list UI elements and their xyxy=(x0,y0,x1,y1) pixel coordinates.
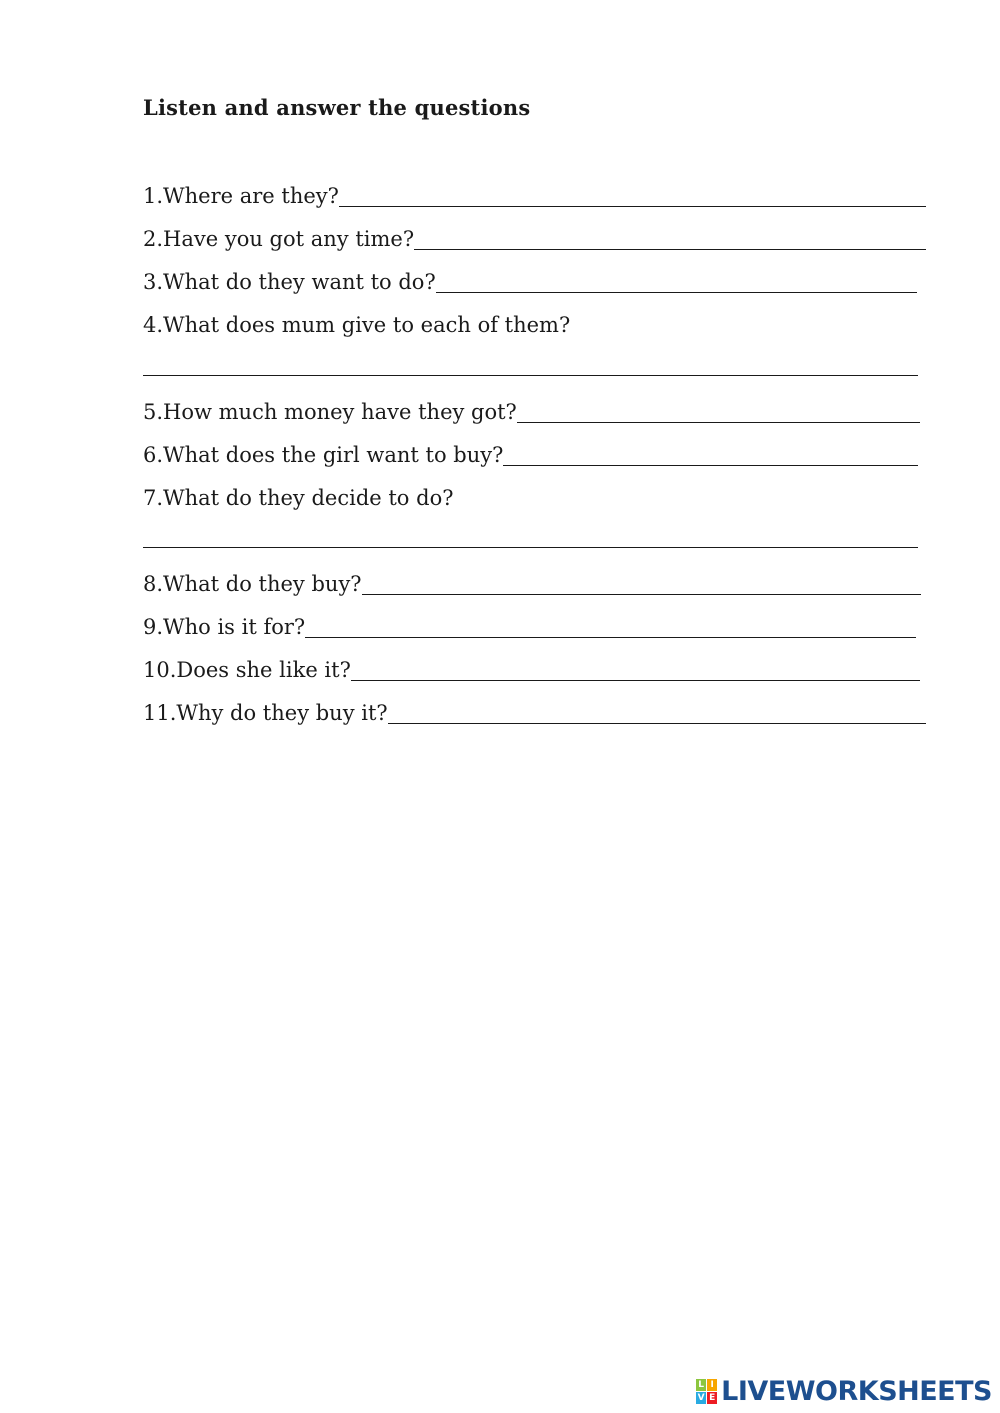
answer-line-2[interactable] xyxy=(414,248,926,250)
question-text: 11.Why do they buy it? xyxy=(143,701,388,725)
answer-line-4[interactable] xyxy=(143,375,918,376)
worksheet-title: Listen and answer the questions xyxy=(143,95,531,120)
question-row-9 xyxy=(143,612,916,642)
answer-line-9[interactable] xyxy=(305,636,916,638)
answer-line-8[interactable] xyxy=(362,593,921,595)
question-text: 9.Who is it for? xyxy=(143,615,306,639)
brand-name: LIVEWORKSHEETS xyxy=(721,1376,992,1407)
answer-line-11[interactable] xyxy=(388,722,926,724)
answer-line-6[interactable] xyxy=(503,464,918,466)
answer-line-5[interactable] xyxy=(517,421,920,423)
question-text: 8.What do they buy? xyxy=(143,572,362,596)
question-row-1 xyxy=(143,181,926,211)
question-text: 3.What do they want to do? xyxy=(143,270,436,294)
question-row-7 xyxy=(143,483,918,513)
question-text: 4.What does mum give to each of them? xyxy=(143,313,571,337)
question-row-6 xyxy=(143,440,918,470)
question-text: 2.Have you got any time? xyxy=(143,227,415,251)
question-text: 7.What do they decide to do? xyxy=(143,486,454,510)
question-text: 1.Where are they? xyxy=(143,184,339,208)
logo-mark-icon: L I V E xyxy=(697,1380,716,1403)
question-row-4 xyxy=(143,310,918,340)
answer-line-10[interactable] xyxy=(351,679,920,681)
question-row-10 xyxy=(143,655,920,685)
question-row-2 xyxy=(143,224,926,254)
question-text: 10.Does she like it? xyxy=(143,658,351,682)
liveworksheets-logo xyxy=(696,1376,992,1407)
answer-line-3[interactable] xyxy=(436,291,917,293)
question-row-5 xyxy=(143,397,920,427)
question-row-3 xyxy=(143,267,917,297)
question-row-8 xyxy=(143,569,921,599)
question-row-11 xyxy=(143,698,926,728)
answer-line-1[interactable] xyxy=(339,205,926,207)
answer-line-7[interactable] xyxy=(143,547,918,548)
question-text: 5.How much money have they got? xyxy=(143,400,517,424)
question-text: 6.What does the girl want to buy? xyxy=(143,443,504,467)
